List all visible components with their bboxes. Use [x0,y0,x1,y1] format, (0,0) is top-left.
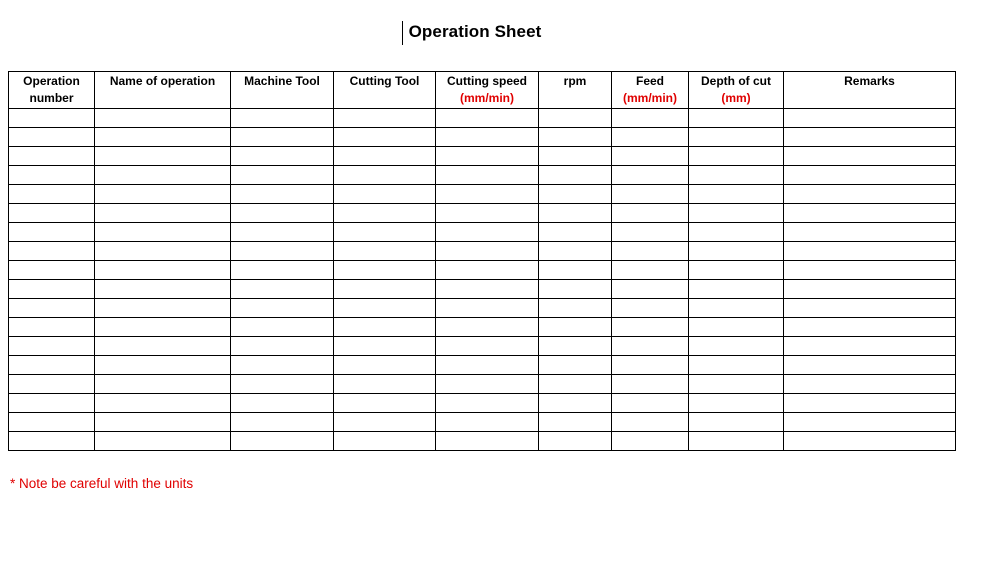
table-cell[interactable] [539,299,612,318]
table-cell[interactable] [436,337,539,356]
table-cell[interactable] [334,223,436,242]
table-cell[interactable] [612,166,689,185]
table-cell[interactable] [95,204,231,223]
table-cell[interactable] [784,166,956,185]
table-cell[interactable] [612,375,689,394]
table-cell[interactable] [539,432,612,451]
table-cell[interactable] [689,299,784,318]
table-cell[interactable] [95,318,231,337]
table-cell[interactable] [539,261,612,280]
header-machine-tool [231,72,334,109]
table-cell[interactable] [95,432,231,451]
table-cell[interactable] [9,261,95,280]
table-cell[interactable] [539,166,612,185]
table-cell[interactable] [9,128,95,147]
table-row [9,318,956,337]
table-cell[interactable] [689,375,784,394]
header-label: Depth of cut [701,74,771,88]
table-row [9,394,956,413]
header-name-of-operation [95,72,231,109]
table-cell[interactable] [334,242,436,261]
table-row [9,204,956,223]
table-cell[interactable] [231,242,334,261]
table-cell[interactable] [436,147,539,166]
table-cell[interactable] [95,185,231,204]
table-cell[interactable] [612,318,689,337]
table-cell[interactable] [231,185,334,204]
table-cell[interactable] [95,356,231,375]
header-label: Machine Tool [244,74,320,88]
table-cell[interactable] [231,261,334,280]
table-cell[interactable] [9,356,95,375]
header-label: Operation number [23,74,80,105]
table-cell[interactable] [334,337,436,356]
table-cell[interactable] [95,147,231,166]
table-cell[interactable] [95,166,231,185]
table-row [9,432,956,451]
table-cell[interactable] [689,128,784,147]
table-cell[interactable] [784,223,956,242]
table-cell[interactable] [784,185,956,204]
table-cell[interactable] [334,356,436,375]
table-cell[interactable] [539,242,612,261]
table-row [9,147,956,166]
table-cell[interactable] [231,109,334,128]
table-row [9,261,956,280]
table-cell[interactable] [612,337,689,356]
table-row [9,337,956,356]
header-label: Cutting speed [447,74,527,88]
table-row [9,375,956,394]
table-cell[interactable] [334,394,436,413]
table-cell[interactable] [784,147,956,166]
table-row [9,223,956,242]
table-cell[interactable] [95,337,231,356]
table-cell[interactable] [334,432,436,451]
table-cell[interactable] [436,280,539,299]
table-cell[interactable] [436,223,539,242]
table-cell[interactable] [689,318,784,337]
table-cell[interactable] [9,318,95,337]
table-row [9,109,956,128]
table-cell[interactable] [9,337,95,356]
table-cell[interactable] [784,280,956,299]
table-cell[interactable] [334,147,436,166]
table-cell[interactable] [436,261,539,280]
table-body [9,109,956,451]
header-rpm [539,72,612,109]
table-row [9,356,956,375]
table-cell[interactable] [231,337,334,356]
table-cell[interactable] [95,280,231,299]
table-cell[interactable] [784,242,956,261]
table-cell[interactable] [539,223,612,242]
table-cell[interactable] [784,299,956,318]
table-row [9,128,956,147]
table-cell[interactable] [9,185,95,204]
table-cell[interactable] [612,261,689,280]
table-cell[interactable] [436,356,539,375]
table-cell[interactable] [539,147,612,166]
table-cell[interactable] [9,204,95,223]
text-cursor [402,21,403,45]
table-cell[interactable] [231,299,334,318]
table-cell[interactable] [436,318,539,337]
table-cell[interactable] [334,185,436,204]
table-cell[interactable] [95,109,231,128]
header-label: Cutting Tool [349,74,420,88]
table-cell[interactable] [784,413,956,432]
table-cell[interactable] [95,394,231,413]
table-cell[interactable] [95,261,231,280]
table-row [9,185,956,204]
table-cell[interactable] [539,318,612,337]
table-cell[interactable] [436,128,539,147]
table-cell[interactable] [9,432,95,451]
table-cell[interactable] [95,223,231,242]
table-row [9,413,956,432]
header-unit: (mm/min) [460,91,514,105]
header-feed [612,72,689,109]
table-cell[interactable] [9,166,95,185]
table-cell[interactable] [539,413,612,432]
table-cell[interactable] [539,337,612,356]
table-cell[interactable] [95,128,231,147]
table-cell[interactable] [784,337,956,356]
table-cell[interactable] [784,394,956,413]
table-cell[interactable] [689,204,784,223]
table-cell[interactable] [612,299,689,318]
table-cell[interactable] [231,394,334,413]
table-cell[interactable] [689,413,784,432]
table-cell[interactable] [689,242,784,261]
table-cell[interactable] [689,394,784,413]
header-label: Feed [635,74,664,88]
table-cell[interactable] [612,147,689,166]
header-unit: (mm/min) [623,91,677,105]
table-cell[interactable] [334,204,436,223]
table-cell[interactable] [231,375,334,394]
table-cell[interactable] [9,394,95,413]
operation-table [8,71,956,451]
table-cell[interactable] [436,185,539,204]
header-label: rpm [563,74,587,88]
table-cell[interactable] [334,318,436,337]
table-cell[interactable] [9,147,95,166]
table-cell[interactable] [689,223,784,242]
table-cell[interactable] [436,413,539,432]
table-cell[interactable] [689,109,784,128]
header-label: Name of operation [109,74,216,88]
table-cell[interactable] [689,356,784,375]
table-cell[interactable] [334,109,436,128]
table-cell[interactable] [95,299,231,318]
table-cell[interactable] [612,185,689,204]
table-cell[interactable] [231,223,334,242]
header-unit: (mm) [721,91,751,105]
header-cutting-tool [334,72,436,109]
table-cell[interactable] [612,394,689,413]
table-cell[interactable] [539,185,612,204]
table-cell[interactable] [231,280,334,299]
table-cell[interactable] [95,242,231,261]
table-row [9,166,956,185]
table-cell[interactable] [9,242,95,261]
table-cell[interactable] [231,356,334,375]
table-cell[interactable] [784,109,956,128]
table-cell[interactable] [539,109,612,128]
table-cell[interactable] [231,128,334,147]
table-cell[interactable] [436,242,539,261]
table-row [9,242,956,261]
table-cell[interactable] [334,413,436,432]
table-cell[interactable] [612,204,689,223]
table-cell[interactable] [539,394,612,413]
table-cell[interactable] [689,280,784,299]
table-cell[interactable] [539,280,612,299]
table-cell[interactable] [231,318,334,337]
table-cell[interactable] [612,242,689,261]
table-cell[interactable] [334,299,436,318]
table-cell[interactable] [334,128,436,147]
table-cell[interactable] [612,109,689,128]
table-cell[interactable] [436,394,539,413]
table-cell[interactable] [9,223,95,242]
table-row [9,299,956,318]
table-cell[interactable] [231,166,334,185]
table-cell[interactable] [689,261,784,280]
table-cell[interactable] [612,356,689,375]
table-cell[interactable] [9,280,95,299]
table-cell[interactable] [334,166,436,185]
table-cell[interactable] [9,109,95,128]
table-cell[interactable] [95,413,231,432]
page-title: Operation Sheet [408,22,542,41]
table-cell[interactable] [689,147,784,166]
table-cell[interactable] [334,261,436,280]
table-cell[interactable] [612,128,689,147]
table-cell[interactable] [231,432,334,451]
table-cell[interactable] [539,356,612,375]
table-cell[interactable] [231,413,334,432]
table-cell[interactable] [689,337,784,356]
table-cell[interactable] [436,299,539,318]
table-cell[interactable] [689,166,784,185]
table-cell[interactable] [539,375,612,394]
table-cell[interactable] [784,128,956,147]
header-operation-number [9,72,95,109]
table-cell[interactable] [334,280,436,299]
table-cell[interactable] [436,166,539,185]
table-cell[interactable] [612,413,689,432]
header-row [9,72,956,109]
table-cell[interactable] [436,375,539,394]
table-cell[interactable] [231,147,334,166]
table-cell[interactable] [612,223,689,242]
table-cell[interactable] [334,375,436,394]
table-cell[interactable] [689,432,784,451]
table-cell[interactable] [9,299,95,318]
table-cell[interactable] [784,356,956,375]
table-cell[interactable] [784,204,956,223]
table-cell[interactable] [784,318,956,337]
header-remarks [784,72,956,109]
table-cell[interactable] [612,280,689,299]
table-cell[interactable] [9,375,95,394]
table-cell[interactable] [95,375,231,394]
table-cell[interactable] [436,109,539,128]
units-note: * Note be careful with the units [10,476,194,491]
table-cell[interactable] [784,375,956,394]
table-row [9,280,956,299]
table-cell[interactable] [436,432,539,451]
header-cutting-speed [436,72,539,109]
table-cell[interactable] [612,432,689,451]
table-cell[interactable] [231,204,334,223]
header-label: Remarks [844,74,895,88]
table-cell[interactable] [436,204,539,223]
table-cell[interactable] [539,204,612,223]
table-cell[interactable] [539,128,612,147]
table-cell[interactable] [784,432,956,451]
header-depth-of-cut [689,72,784,109]
table-cell[interactable] [784,261,956,280]
table-cell[interactable] [689,185,784,204]
table-cell[interactable] [9,413,95,432]
